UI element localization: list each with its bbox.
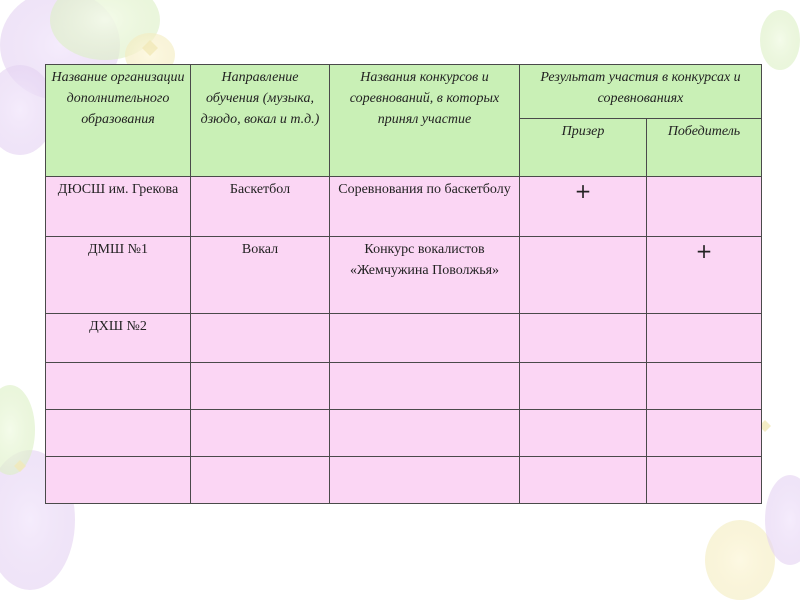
cell-competition <box>330 363 520 410</box>
cell-prizer <box>520 410 647 457</box>
header-org-name: Название организации дополнительного образования <box>46 65 191 177</box>
cell-org <box>46 410 191 457</box>
header-winner: Победитель <box>647 119 762 177</box>
cell-competition: Конкурс вокалистов «Жемчужина Поволжья» <box>330 237 520 314</box>
cell-org <box>46 457 191 504</box>
header-competitions: Названия конкурсов и соревнований, в которых принял участие <box>330 65 520 177</box>
cell-winner <box>647 363 762 410</box>
cell-org <box>46 363 191 410</box>
cell-competition <box>330 410 520 457</box>
header-result: Результат участия в конкурсах и соревнованиях <box>520 65 762 119</box>
table-row <box>46 314 762 363</box>
cell-direction <box>191 363 330 410</box>
table-row <box>46 410 762 457</box>
cell-org: ДМШ №1 <box>46 237 191 314</box>
cell-prizer <box>520 314 647 363</box>
cell-prizer <box>520 363 647 410</box>
cell-winner <box>647 177 762 237</box>
cell-winner <box>647 410 762 457</box>
cell-direction <box>191 314 330 363</box>
table-row <box>46 237 762 314</box>
cell-winner <box>647 457 762 504</box>
cell-direction <box>191 410 330 457</box>
table-row <box>46 177 762 237</box>
table-header-row <box>46 65 762 119</box>
cell-competition <box>330 314 520 363</box>
cell-prizer <box>520 237 647 314</box>
competition-results-table-container <box>45 64 761 504</box>
header-direction: Направление обучения (музыка, дзюдо, вокал и т.д.) <box>191 65 330 177</box>
cell-direction: Вокал <box>191 237 330 314</box>
cell-prizer: + <box>520 177 647 237</box>
competition-results-table <box>45 64 762 504</box>
cell-direction: Баскетбол <box>191 177 330 237</box>
cell-competition <box>330 457 520 504</box>
cell-winner: + <box>647 237 762 314</box>
table-row <box>46 363 762 410</box>
header-prizer: Призер <box>520 119 647 177</box>
cell-prizer <box>520 457 647 504</box>
cell-direction <box>191 457 330 504</box>
cell-winner <box>647 314 762 363</box>
cell-competition: Соревнования по баскетболу <box>330 177 520 237</box>
table-row <box>46 457 762 504</box>
cell-org: ДХШ №2 <box>46 314 191 363</box>
cell-org: ДЮСШ им. Грекова <box>46 177 191 237</box>
